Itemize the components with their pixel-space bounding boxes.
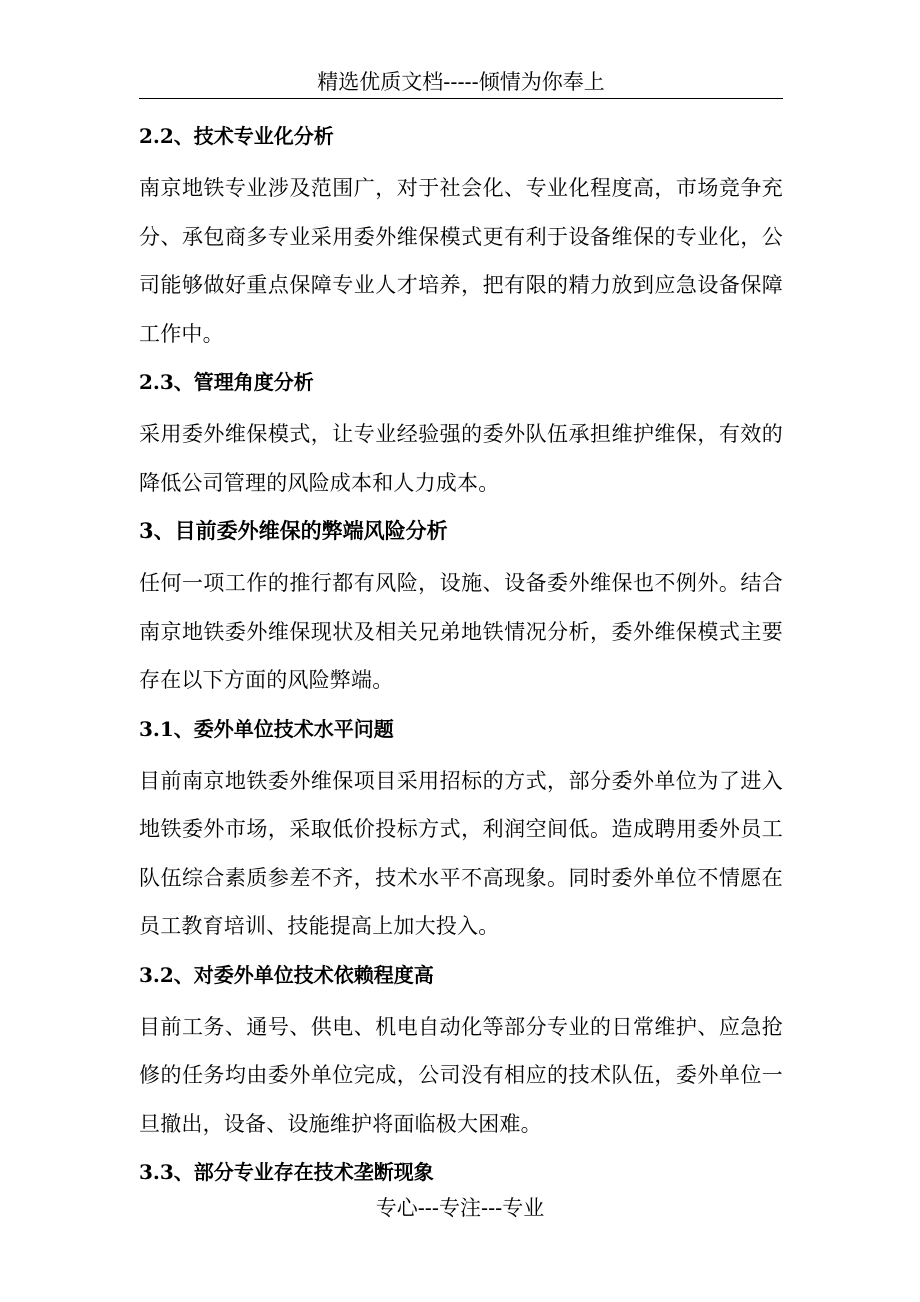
- document-body: [139, 112, 783, 1200]
- section-paragraph-2-3: 采用委外维保模式，让专业经验强的委外队伍承担维护维保，有效的降低公司管理的风险成本和人力成本。: [139, 422, 783, 495]
- section-heading-3-3: 3.3、部分专业存在技术垄断现象: [139, 1160, 434, 1184]
- section-heading-3-1: 3.1、委外单位技术水平问题: [139, 716, 394, 741]
- section-paragraph-2-2: 南京地铁专业涉及范围广，对于社会化、专业化程度高，市场竞争充分、承包商多专业采用委外维保模式更有利于设备维保的专业化，公司能够做好重点保障专业人才培养，把有限的精力放到应急设备保障工作中。: [139, 176, 783, 346]
- section-paragraph-3-1: 目前南京地铁委外维保项目采用招标的方式，部分委外单位为了进入地铁委外市场，采取低价投标方式，利润空间低。造成聘用委外员工队伍综合素质参差不齐，技术水平不高现象。同时委外单位不情愿在员工教育培训、技能提高上加大投入。: [139, 768, 783, 938]
- section-heading-2-2: 2.2、技术专业化分析: [139, 124, 334, 148]
- page-header: 精选优质文档-----倾情为你奉上: [139, 66, 783, 99]
- page-footer: 专心---专注---专业: [375, 1196, 545, 1220]
- section-heading-2-3: 2.3、管理角度分析: [139, 370, 314, 394]
- section-paragraph-3-2: 目前工务、通号、供电、机电自动化等部分专业的日常维护、应急抢修的任务均由委外单位完成，公司没有相应的技术队伍，委外单位一旦撤出，设备、设施维护将面临极大困难。: [139, 1014, 783, 1136]
- section-heading-3: 3、目前委外维保的弊端风险分析: [139, 518, 448, 543]
- section-heading-3-2: 3.2、对委外单位技术依赖程度高: [139, 962, 434, 987]
- section-paragraph-3: 任何一项工作的推行都有风险，设施、设备委外维保也不例外。结合南京地铁委外维保现状及相关兄弟地铁情况分析，委外维保模式主要存在以下方面的风险弊端。: [139, 571, 783, 692]
